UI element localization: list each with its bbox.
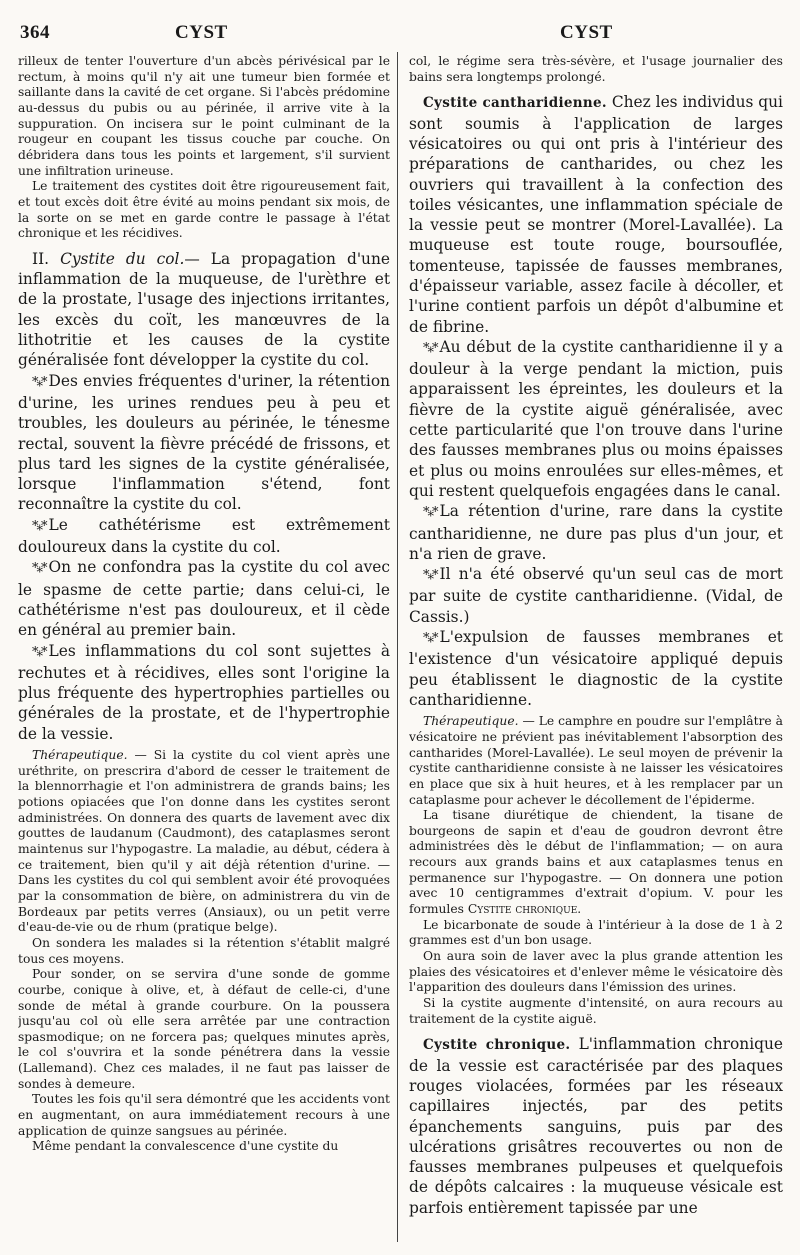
paragraph-tisane (409, 808, 783, 918)
section-cystite-du-col (18, 249, 390, 371)
paragraph-text: On ne confondra pas la cystite du col avec le spasme de cette partie; dans celui-ci, le cathétérisme n'est pas douloureux, et il cède en général au premier bain. (18, 558, 390, 640)
paragraph-symptoms (18, 371, 390, 515)
page-number: 364 (20, 22, 50, 43)
running-title-right: CYST (560, 22, 613, 43)
paragraph-wash-blisters: On aura soin de laver avec la plus grande attention les plaies des vésicatoires et d'enlever même le vésicatoire dès l'apparition des douleurs dans l'émission des urines. (409, 949, 783, 995)
paragraph-cystitis-treatment-rigor: Le traitement des cystites doit être rigoureusement fait, et tout excès doit être évité au moins pendant six mois, de la sorte on se met en garde contre le passage à l'état chronique et les récidives. (18, 179, 390, 241)
paragraph-text: — Le camphre en poudre sur l'emplâtre à vésicatoire ne prévient pas inévitablement l'absorption des cantharides (Morel-Lavallée). Le seul moyen de prévenir la cystite cantharidienne consiste à ne laisser les vésicatoires en place que six à huit heures, et à les remplacer par un cataplasme pour achever le décollement de l'épiderme. (409, 714, 783, 807)
paragraph-therapeutics-cantharides (409, 714, 783, 808)
paragraph-bicarbonate: Le bicarbonate de soude à l'intérieur à la dose de 1 à 2 grammes est d'un bon usage. (409, 917, 783, 948)
paragraph-retention (409, 501, 783, 564)
asterism-icon: *⁎* (423, 505, 437, 521)
column-divider (397, 52, 398, 1242)
paragraph-catheterism (18, 515, 390, 558)
paragraph-text: Des envies fréquentes d'uriner, la rétention d'urine, les urines rendues peu à peu et troubles, les douleurs au périnée, le ténesme rectal, souvent la fièvre précédé de frissons, et plus tard les signes de la cystite généralisée, lorsque l'inflammation s'étend, font reconnaître la cystite du col. (18, 371, 390, 514)
section-title: Cystite du col. (60, 249, 185, 268)
therapeutics-label: Thérapeutique. (32, 748, 128, 762)
section-title: Cystite chronique. (423, 1037, 571, 1054)
section-title: Cystite cantharidienne. (423, 95, 607, 112)
paragraph-text: Le cathétérisme est extrêmement douloureux dans la cystite du col. (18, 515, 390, 557)
paragraph-text: La rétention d'urine, rare dans la cystite cantharidienne, ne dure pas plus d'un jour, et n'a rien de grave. (409, 502, 783, 563)
paragraph-regime: col, le régime sera très-sévère, et l'usage journalier des bains sera longtemps prolongé. (409, 54, 783, 84)
paragraph-text: — Si la cystite du col vient après une uréthrite, on prescrira d'abord de cesser le traitement de la blennorrhagie et l'on administrera de grands bains; les potions opiacées que l'on donne dans les cystites seront administrées. On donnera des quarts de lavement avec dix gouttes de laudanum (Caudmont), des cataplasmes seront maintenus sur l'hypogastre. La maladie, au début, cédera à ce traitement, bien qu'il y ait déjà rétention d'urine. — Dans les cystites du col qui semblent avoir été provoquées par la consommation de bière, on administrera du vin de Bordeaux par petits verres (Ansiaux), ou un petit verre d'eau-de-vie ou de rhum (pratique belge). (18, 748, 390, 935)
paragraph-text: L'expulsion de fausses membranes et l'existence d'un vésicatoire appliqué depuis peu établissent le diagnostic de la cystite cantharidienne. (409, 628, 783, 709)
running-header (0, 22, 800, 50)
asterism-icon: *⁎* (32, 561, 46, 577)
paragraph-acute-treatment: Si la cystite augmente d'intensité, on aura recours au traitement de la cystite aiguë. (409, 996, 783, 1026)
section-text: Chez les individus qui sont soumis à l'application de larges vésicatoires ou qui ont pris à l'intérieur des préparations de cantharides, ou chez les ouvriers qui travaillent à la confection des toiles vésicantes, une inflammation spéciale de la vessie peut se montrer (Morel-Lavallée). La muqueuse est toute rouge, boursouflée, tomenteuse, tapissée de fausses membranes, d'épaisseur variable, assez facile à décoller, et l'urine contient parfois un dépôt d'albumine et de fibrine. (409, 93, 783, 336)
right-column (409, 54, 783, 1218)
paragraph-probing: On sondera les malades si la rétention s'établit malgré tous ces moyens. (18, 935, 390, 966)
asterism-icon: *⁎* (32, 374, 46, 390)
paragraph-convalescence: Même pendant la convalescence d'une cystite du (32, 1139, 339, 1154)
therapeutics-label: Thérapeutique. (423, 714, 519, 729)
section-text: — La propagation d'une inflammation de la muqueuse, de l'urèthre et de la prostate, l'usage des injections irritantes, les excès du coït, les manœuvres de la lithotritie et les causes de la cystite généralisée font développer la cystite du col. (18, 249, 390, 370)
section-number: II. (32, 249, 50, 268)
paragraph-diagnosis (409, 627, 783, 710)
paragraph-text: La tisane diurétique de chiendent, la tisane de bourgeons de sapin et d'eau de goudron devront être administrées dès le début de l'inflammation; — on aura recours aux grands bains et aux cataplasmes tenus en permanence sur l'hypogastre. — On donnera une potion avec 10 centigrammes d'extrait d'opium. V. pour les formules (409, 808, 783, 917)
paragraph-therapeutics-col (18, 748, 390, 936)
paragraph-onset (409, 337, 783, 501)
paragraph-text: Au début de la cystite cantharidienne il y a douleur à la verge pendant la miction, puis apparaissent les épreintes, les douleurs et la fièvre de la cystite aiguë généralisée, avec cette particularité que l'on trouve dans l'urine des fausses membranes plus ou moins épaisses et plus ou moins enroulées sur elles-mêmes, et qui restent quelquefois engagées dans le canal. (409, 337, 783, 500)
cross-reference-link[interactable]: Cystite chronique. (467, 902, 582, 917)
asterism-icon: *⁎* (423, 568, 437, 584)
asterism-icon: *⁎* (32, 644, 46, 660)
paragraph-relapses (18, 641, 390, 744)
section-text: L'inflammation chronique de la vessie est caractérisée par des plaques rouges violacées, formées par les réseaux capillaires injectés, par des petits épanchements sanguins, puis par des ulcérations grisâtres recouvertes ou non de fausses membranes pulpeuses et quelquefois de dépôts calcaires : la muqueuse vésicale est parfois entièrement tapissée par une (409, 1035, 783, 1217)
paragraph-death-case (409, 564, 783, 627)
asterism-icon: *⁎* (32, 518, 46, 534)
paragraph-text: Il n'a été observé qu'un seul cas de mort par suite de cystite cantharidienne. (Vidal, de Cassis.) (409, 565, 783, 626)
paragraph-perivesical-abscess: rilleux de tenter l'ouverture d'un abcès périvésical par le rectum, à moins qu'il n'y ait une tumeur bien formée et saillante dans la cavité de cet organe. Si l'abcès prédomine au-dessus du pubis ou au périnée, il arrive vite à la suppuration. On incisera sur le point culminant de la rougeur en coupant les tissus couche par couche. On débridera dans tous les points et largement, s'il survient une infiltration urineuse. (18, 54, 390, 178)
section-cystite-cantharidienne (409, 92, 783, 337)
left-column (18, 54, 390, 1155)
asterism-icon: *⁎* (423, 631, 437, 647)
section-cystite-chronique (409, 1034, 783, 1218)
running-title-left: CYST (175, 22, 228, 43)
paragraph-catheter-method: Pour sonder, on se servira d'une sonde de gomme courbe, conique à olive, et, à défaut de celle-ci, d'une sonde de métal à grande courbure. On la poussera jusqu'au col où elle sera arrêtée par une contraction spasmodique; on ne forcera pas; quelques minutes après, le col s'ouvrira et la sonde pénétrera dans la vessie (Lallemand). Chez ces malades, il ne faut pas laisser de sondes à demeure. (18, 967, 390, 1091)
asterism-icon: *⁎* (423, 340, 437, 356)
paragraph-leeches: Toutes les fois qu'il sera démontré que les accidents vont en augmentant, on aura immédiatement recours à une application de quinze sangsues au périnée. (18, 1092, 390, 1138)
paragraph-spasm-differential (18, 557, 390, 640)
paragraph-text: Les inflammations du col sont sujettes à rechutes et à récidives, elles sont l'origine la plus fréquente des hypertrophies partielles ou générales de la prostate, et de l'hypertrophie de la vessie. (18, 641, 390, 743)
